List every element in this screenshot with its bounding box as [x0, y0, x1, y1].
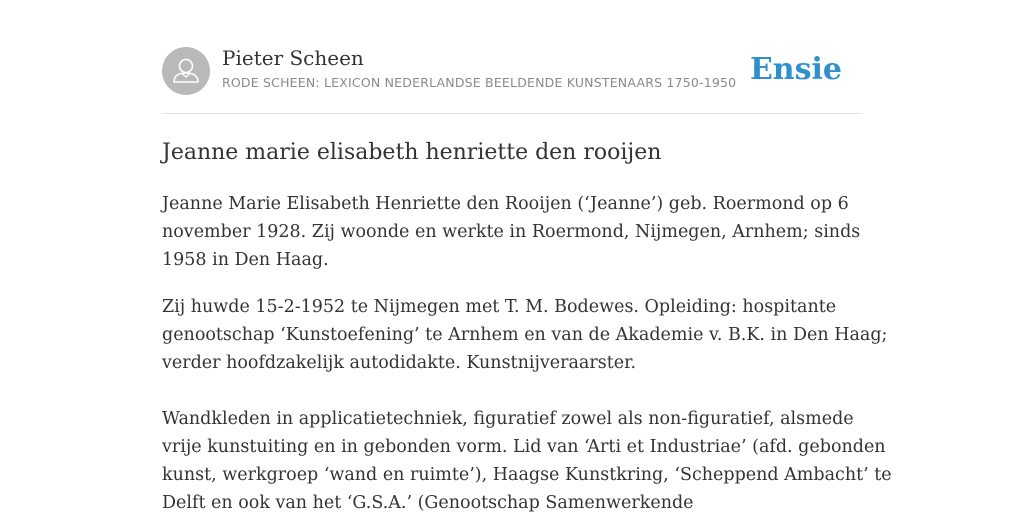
- paragraph-line: 1958 in Den Haag.: [162, 250, 329, 270]
- source-lexicon[interactable]: RODE SCHEEN: LEXICON NEDERLANDSE BEELDENDE KUNSTENAARS 1750-1950: [222, 75, 737, 90]
- paragraph-line: Delft en ook van het ‘G.S.A.’ (Genootschap Samenwerkende: [162, 493, 694, 512]
- user-avatar-icon[interactable]: [162, 47, 210, 95]
- author-name[interactable]: Pieter Scheen: [222, 46, 364, 70]
- paragraph-line: vrije kunstuiting en in gebonden vorm. Lid van ‘Arti et Industriae’ (afd. gebonden: [162, 437, 886, 457]
- paragraph-line: genootschap ‘Kunstoefening’ te Arnhem en van de Akademie v. B.K. in Den Haag;: [162, 325, 888, 345]
- paragraph-line: kunst, werkgroep ‘wand en ruimte’), Haagse Kunstkring, ‘Scheppend Ambacht’ te: [162, 465, 892, 485]
- article-title: Jeanne marie elisabeth henriette den rooijen: [162, 140, 662, 165]
- paragraph-line: verder hoofdzakelijk autodidakte. Kunstnijveraarster.: [162, 353, 637, 373]
- article-paragraph: [162, 190, 866, 274]
- paragraph-line: Zij huwde 15-2-1952 te Nijmegen met T. M. Bodewes. Opleiding: hospitante: [162, 297, 837, 317]
- header-divider: [162, 113, 862, 114]
- paragraph-line: november 1928. Zij woonde en werkte in Roermond, Nijmegen, Arnhem; sinds: [162, 222, 861, 242]
- paragraph-line: Wandkleden in applicatietechniek, figuratief zowel als non-figuratief, alsmede: [162, 409, 854, 429]
- paragraph-line: Jeanne Marie Elisabeth Henriette den Rooijen (‘Jeanne’) geb. Roermond op 6: [162, 194, 849, 214]
- article-header: [162, 46, 862, 96]
- article-paragraph: [162, 405, 892, 512]
- ensie-logo[interactable]: Ensie: [749, 52, 842, 87]
- article-paragraph: [162, 293, 888, 377]
